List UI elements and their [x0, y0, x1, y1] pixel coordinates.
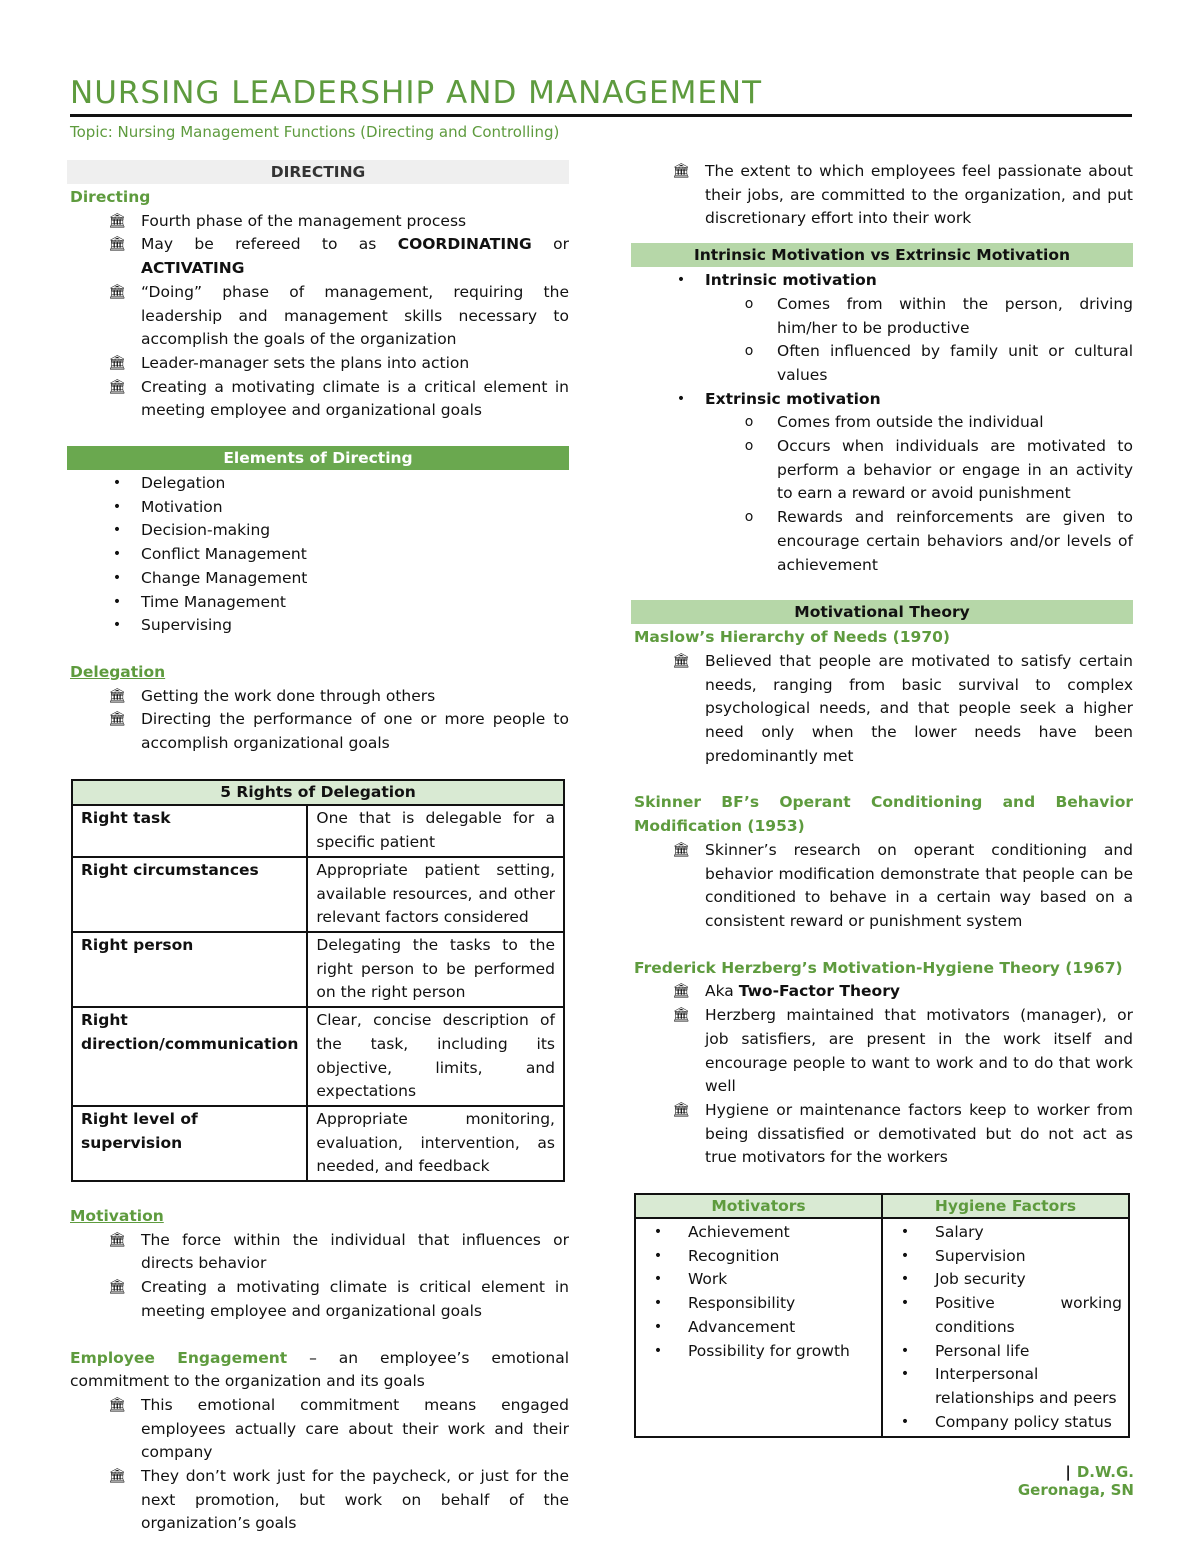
bullet-icon: •	[112, 546, 122, 563]
table-row: Right circumstances Appropriate patient setting, available resources, and other relevant factors considered	[72, 857, 564, 932]
bullet-icon: •	[900, 1342, 910, 1359]
temple-icon: 🏛	[108, 1468, 126, 1485]
delegation-list	[67, 685, 569, 756]
bullet-icon: •	[900, 1413, 910, 1430]
bullet-icon: •	[112, 617, 122, 634]
list-item: o Often influenced by family unit or cultural values	[631, 340, 1133, 387]
engagement-continued-list	[631, 160, 1133, 231]
motivators-cell	[635, 1218, 882, 1437]
temple-icon: 🏛	[672, 841, 690, 858]
engagement-heading: Employee Engagement	[70, 1348, 288, 1367]
author-name: D.W.G. Geronaga, SN	[1017, 1463, 1134, 1499]
bullet-icon: •	[676, 390, 686, 407]
circle-bullet-icon: o	[744, 414, 754, 431]
list-item: 🏛 The force within the individual that influences or directs behavior	[108, 1230, 569, 1273]
list-item: • Decision-making	[67, 519, 569, 543]
bullet-icon: •	[653, 1247, 663, 1264]
temple-icon: 🏛	[672, 1101, 690, 1118]
bullet-icon: •	[112, 498, 122, 515]
bullet-icon: •	[653, 1271, 663, 1288]
temple-icon: 🏛	[108, 378, 126, 395]
list-item: 🏛 Directing the performance of one or more people to accomplish organizational goals	[108, 710, 569, 753]
list-item: 🏛 This emotional commitment means engaged employees actually care about their work and their company	[108, 1395, 569, 1462]
list-item: 🏛 They don’t work just for the paycheck, or just for the next promotion, but work on behalf of the organization’s goals	[108, 1467, 569, 1533]
list-item: • Time Management	[67, 591, 569, 615]
list-item: • Extrinsic motivation	[631, 388, 1133, 412]
list-item: • Advancement	[642, 1316, 875, 1340]
header-rule	[70, 114, 1132, 117]
list-item: • Salary	[889, 1221, 1122, 1245]
table-row: Right direction/communication Clear, concise description of the task, including its objective, limits, and expectations	[72, 1007, 564, 1106]
list-item: • Personal life	[889, 1340, 1122, 1364]
herzberg-list	[631, 980, 1133, 1170]
temple-icon: 🏛	[672, 983, 690, 1000]
list-item: o Comes from within the person, driving him/her to be productive	[631, 293, 1133, 340]
list-item: • Work	[642, 1268, 875, 1292]
engagement-list	[67, 1394, 569, 1536]
page-header	[70, 74, 1132, 141]
right-column	[631, 160, 1133, 1438]
temple-icon: 🏛	[108, 236, 126, 253]
intrinsic-extrinsic-list	[631, 269, 1133, 577]
skinner-heading: Skinner BF’s Operant Conditioning and Behavior Modification (1953)	[634, 793, 1133, 836]
footer-bar: |	[1065, 1463, 1071, 1481]
table-header-motivators: Motivators	[635, 1194, 882, 1218]
list-item: 🏛 Getting the work done through others	[67, 685, 569, 709]
list-item: 🏛 Believed that people are motivated to satisfy certain needs, ranging from basic survival to complex psychological needs, and that people seek a higher need only when the lower needs have been predominantly met	[672, 651, 1133, 765]
list-item: • Job security	[889, 1268, 1122, 1292]
temple-icon: 🏛	[108, 711, 126, 728]
list-item: • Responsibility	[642, 1292, 875, 1316]
circle-bullet-icon: o	[744, 509, 754, 526]
bullet-icon: •	[653, 1224, 663, 1241]
table-header-hygiene: Hygiene Factors	[882, 1194, 1129, 1218]
bullet-icon: •	[900, 1295, 910, 1312]
maslow-list	[631, 650, 1133, 769]
list-item: • Motivation	[67, 496, 569, 520]
list-item: • Achievement	[642, 1221, 875, 1245]
hygiene-cell	[882, 1218, 1129, 1437]
temple-icon: 🏛	[108, 1231, 126, 1248]
circle-bullet-icon: o	[744, 295, 754, 312]
bullet-icon: •	[112, 569, 122, 586]
herzberg-heading: Frederick Herzberg’s Motivation-Hygiene Theory (1967)	[634, 958, 1123, 977]
list-item: 🏛 “Doing” phase of management, requiring the leadership and management skills necessary to accomplish the goals of the organization	[108, 282, 569, 349]
list-item: • Supervision	[889, 1245, 1122, 1269]
temple-icon: 🏛	[108, 354, 126, 371]
motivation-heading: Motivation	[70, 1207, 164, 1226]
motivators-hygiene-table	[634, 1193, 1130, 1438]
skinner-list	[631, 839, 1133, 934]
bullet-icon: •	[900, 1224, 910, 1241]
motivation-list	[67, 1229, 569, 1324]
bullet-icon: •	[112, 522, 122, 539]
bullet-icon: •	[653, 1318, 663, 1335]
table-row: Right level of supervision Appropriate monitoring, evaluation, intervention, as needed, and feedback	[72, 1106, 564, 1181]
footer-author	[976, 1463, 1134, 1499]
list-item: • Supervising	[67, 614, 569, 638]
temple-icon: 🏛	[672, 1007, 690, 1024]
theory-band: Motivational Theory	[631, 600, 1133, 624]
circle-bullet-icon: o	[744, 438, 754, 455]
bullet-icon: •	[653, 1342, 663, 1359]
rights-table-caption: 5 Rights of Delegation	[72, 780, 564, 806]
rights-table	[71, 779, 565, 1182]
list-item: 🏛 Skinner’s research on operant conditioning and behavior modification demonstrate that people can be conditioned to behave in a certain way based on a consistent reward or punishment system	[672, 840, 1133, 930]
temple-icon: 🏛	[108, 212, 126, 229]
maslow-heading: Maslow’s Hierarchy of Needs (1970)	[634, 628, 950, 647]
engagement-paragraph: Employee Engagement – an employee’s emotional commitment to the organization and its goals	[70, 1348, 570, 1391]
circle-bullet-icon: o	[744, 343, 754, 360]
list-item: • Recognition	[642, 1245, 875, 1269]
list-item: • Intrinsic motivation	[631, 269, 1133, 293]
delegation-heading: Delegation	[70, 662, 166, 681]
temple-icon: 🏛	[108, 1279, 126, 1296]
list-item: o Occurs when individuals are motivated to perform a behavior or engage in an activity to earn a reward or avoid punishment	[631, 435, 1133, 506]
list-item: 🏛 Creating a motivating climate is a critical element in meeting employee and organizational goals	[108, 377, 569, 420]
bullet-icon: •	[112, 475, 122, 492]
directing-band: DIRECTING	[67, 160, 569, 184]
list-item: 🏛 Aka Two-Factor Theory	[631, 980, 1133, 1004]
list-item: • Company policy status	[889, 1411, 1122, 1435]
bullet-icon: •	[653, 1295, 663, 1312]
list-item: 🏛 Creating a motivating climate is critical element in meeting employee and organizational goals	[108, 1278, 569, 1320]
page-title: NURSING LEADERSHIP AND MANAGEMENT	[70, 75, 763, 111]
bullet-icon: •	[900, 1247, 910, 1264]
elements-list	[67, 472, 569, 638]
list-item: • Delegation	[67, 472, 569, 496]
list-item: • Possibility for growth	[642, 1340, 875, 1364]
temple-icon: 🏛	[108, 283, 126, 300]
motivation-types-band: Intrinsic Motivation vs Extrinsic Motivation	[631, 243, 1133, 267]
bullet-icon: •	[900, 1366, 910, 1383]
directing-list	[67, 210, 569, 423]
list-item: o Rewards and reinforcements are given to encourage certain behaviors and/or levels of achievement	[631, 506, 1133, 577]
elements-band: Elements of Directing	[67, 446, 569, 470]
list-item: 🏛 Herzberg maintained that motivators (manager), or job satisfiers, are present in the work itself and encourage people to want to work and to do that work well	[672, 1006, 1133, 1096]
bullet-icon: •	[900, 1271, 910, 1288]
temple-icon: 🏛	[108, 1396, 126, 1413]
list-item: • Change Management	[67, 567, 569, 591]
topic-line: Topic: Nursing Management Functions (Directing and Controlling)	[70, 123, 560, 141]
list-item: • Conflict Management	[67, 543, 569, 567]
directing-heading: Directing	[70, 188, 151, 206]
temple-icon: 🏛	[672, 652, 690, 669]
temple-icon: 🏛	[108, 687, 126, 704]
temple-icon: 🏛	[672, 163, 690, 179]
list-item: 🏛 May be refereed to as COORDINATING or ACTIVATING	[108, 235, 569, 278]
bullet-icon: •	[676, 272, 686, 289]
list-item: • Interpersonal relationships and peers	[889, 1363, 1122, 1410]
bullet-icon: •	[112, 593, 122, 610]
list-item: 🏛 Leader-manager sets the plans into action	[67, 352, 569, 376]
list-item: 🏛 Fourth phase of the management process	[67, 210, 569, 234]
list-item: • Positive working conditions	[889, 1292, 1122, 1339]
left-column	[67, 160, 569, 1536]
table-row: Right task One that is delegable for a specific patient	[72, 805, 564, 856]
list-item: 🏛 The extent to which employees feel passionate about their jobs, are committed to the organization, and put discretionary effort into their work	[672, 162, 1133, 228]
list-item: o Comes from outside the individual	[631, 411, 1133, 435]
table-row: Right person Delegating the tasks to the right person to be performed on the right person	[72, 932, 564, 1007]
list-item: 🏛 Hygiene or maintenance factors keep to worker from being dissatisfied or demotivated but do not act as true motivators for the workers	[672, 1100, 1133, 1167]
